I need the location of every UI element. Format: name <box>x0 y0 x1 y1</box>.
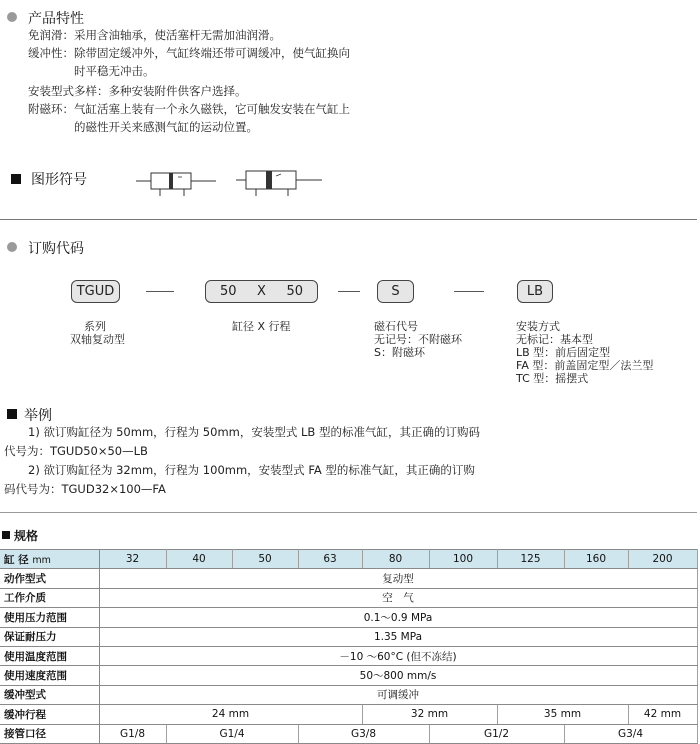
table-cell: G1/4 <box>166 724 298 743</box>
table-cell: 80 <box>362 550 429 569</box>
table-cell: 50～800 mm/s <box>99 666 697 685</box>
table-row <box>0 646 697 665</box>
magnet-code: S <box>391 284 400 299</box>
series-code-box <box>71 280 120 303</box>
row-label: 保证耐压力 <box>0 627 99 646</box>
stroke-code: 50 <box>286 284 303 299</box>
series-code: TGUD <box>76 284 115 299</box>
mount-code: LB <box>526 284 544 299</box>
row-label: 使用速度范围 <box>0 666 99 685</box>
size-code-box <box>205 280 318 303</box>
table-cell: 0.1～0.9 MPa <box>99 608 697 627</box>
table-row <box>0 550 697 569</box>
table-cell: 35 mm <box>497 705 628 724</box>
table-row <box>0 685 697 704</box>
example-line: 1) 欲订购缸径为 50mm，行程为 50mm，安装型式 LB 型的标准气缸，其正确的订购码 <box>28 425 480 439</box>
table-cell: 125 <box>497 550 564 569</box>
mount-code-box <box>517 280 553 303</box>
table-cell: 63 <box>298 550 362 569</box>
table-cell: 复动型 <box>99 569 697 588</box>
table-row <box>0 627 697 646</box>
x-separator: X <box>257 284 266 299</box>
code-separator <box>146 291 174 292</box>
spec-title: 规格 <box>14 529 39 543</box>
feature-item: 免润滑：采用含油轴承，使活塞杆无需加油润滑。 <box>28 28 281 42</box>
table-cell: 100 <box>429 550 497 569</box>
table-cell: 160 <box>564 550 628 569</box>
row-label: 使用压力范围 <box>0 608 99 627</box>
section-square-icon <box>11 174 21 184</box>
table-row <box>0 666 697 685</box>
table-cell: 1.35 MPa <box>99 627 697 646</box>
table-row <box>0 588 697 607</box>
row-label: 缓冲型式 <box>0 685 99 704</box>
section-bullet-icon <box>7 242 17 252</box>
cylinder-magnetic-symbol-icon <box>236 166 322 198</box>
table-cell: 50 <box>232 550 298 569</box>
feature-item: 附磁环：气缸活塞上装有一个永久磁铁，它可触发安装在气缸上 <box>28 102 350 116</box>
table-row <box>0 569 697 588</box>
table-row <box>0 608 697 627</box>
example-line: 代号为：TGUD50×50—LB <box>4 444 148 458</box>
size-label: 缸径 X 行程 <box>232 320 291 333</box>
table-cell: 200 <box>628 550 697 569</box>
section-square-icon <box>2 531 10 539</box>
table-cell: G3/8 <box>298 724 429 743</box>
symbol-title: 图形符号 <box>31 172 87 188</box>
magnet-code-box <box>377 280 414 303</box>
table-cell: G1/2 <box>429 724 564 743</box>
mount-option: TC 型：摇摆式 <box>516 372 589 385</box>
mount-label: 安装方式 <box>516 320 560 333</box>
series-desc: 双轴复动型 <box>70 333 125 346</box>
table-cell: 可调缓冲 <box>99 685 697 704</box>
mount-option: 无标记：基本型 <box>516 333 593 346</box>
feature-item-continuation: 的磁性开关来感测气缸的运动位置。 <box>74 120 258 134</box>
table-cell: 空 气 <box>99 588 697 607</box>
magnet-label: 磁石代号 <box>374 320 418 333</box>
table-row <box>0 705 697 724</box>
table-row <box>0 724 697 743</box>
section-divider <box>0 512 697 513</box>
order-title: 订购代码 <box>28 241 84 257</box>
series-label: 系列 <box>84 320 106 333</box>
section-square-icon <box>7 409 17 419</box>
cylinder-symbol-icon <box>136 168 216 198</box>
table-cell: 32 mm <box>362 705 497 724</box>
mount-option: FA 型：前盖固定型／法兰型 <box>516 359 654 372</box>
table-cell: 40 <box>166 550 232 569</box>
table-cell: 42 mm <box>628 705 697 724</box>
table-cell: －10 ～60°C (但不冻结) <box>99 646 697 665</box>
bore-code: 50 <box>220 284 237 299</box>
table-cell: 32 <box>99 550 166 569</box>
feature-item: 安装型式多样：多种安装附件供客户选择。 <box>28 84 247 98</box>
spec-table <box>0 549 698 744</box>
example-title: 举例 <box>24 408 52 424</box>
row-label: 工作介质 <box>0 588 99 607</box>
feature-item: 缓冲性：除带固定缓冲外，气缸终端还带可调缓冲，使气缸换向 <box>28 46 350 60</box>
features-title: 产品特性 <box>28 11 84 27</box>
row-label: 使用温度范围 <box>0 646 99 665</box>
table-cell: 24 mm <box>99 705 362 724</box>
bore-header: 缸 径 mm <box>0 550 99 569</box>
section-bullet-icon <box>7 12 17 22</box>
magnet-option: S：附磁环 <box>374 346 425 359</box>
example-line: 2) 欲订购缸径为 32mm，行程为 100mm，安装型式 FA 型的标准气缸，其正确的订购 <box>28 463 475 477</box>
row-label: 缓冲行程 <box>0 705 99 724</box>
table-cell: G1/8 <box>99 724 166 743</box>
section-divider <box>0 219 697 220</box>
feature-item-continuation: 时平稳无冲击。 <box>74 64 155 78</box>
code-separator <box>454 291 484 292</box>
example-line: 码代号为：TGUD32×100—FA <box>4 482 166 496</box>
row-label: 接管口径 <box>0 724 99 743</box>
row-label: 动作型式 <box>0 569 99 588</box>
code-separator <box>338 291 360 292</box>
table-cell: G3/4 <box>564 724 697 743</box>
mount-option: LB 型：前后固定型 <box>516 346 611 359</box>
magnet-option: 无记号：不附磁环 <box>374 333 462 346</box>
